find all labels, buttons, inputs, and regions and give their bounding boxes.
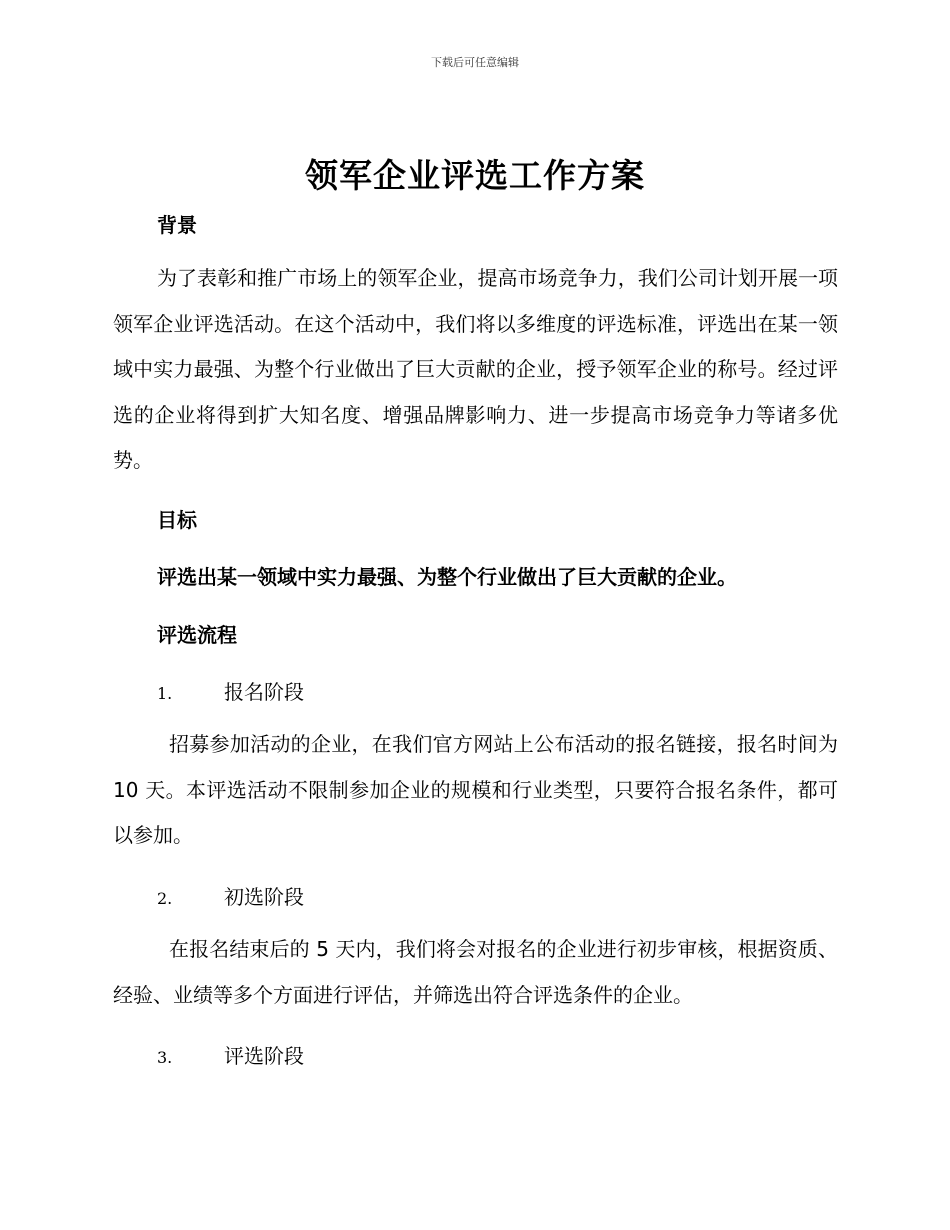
process-step-2 (157, 881, 304, 910)
section-heading-goal: 目标 (157, 508, 197, 532)
step-number: 3. (157, 1048, 173, 1067)
background-paragraph: 为了表彰和推广市场上的领军企业，提高市场竞争力，我们公司计划开展一项领军企业评选活动。在这个活动中，我们将以多维度的评选标准，评选出在某一领域中实力最强、为整个行业做出了巨大贡献的企业，授予领军企业的称号。经过评选的企业将得到扩大知名度、增强品牌影响力、进一步提高市场竞争力等诸多优势。 (113, 266, 838, 472)
step-title: 报名阶段 (224, 680, 304, 704)
process-step-1 (157, 676, 304, 705)
step-number: 1. (157, 684, 173, 703)
document-title: 领军企业评选工作方案 (305, 156, 645, 195)
process-step-3 (157, 1040, 304, 1069)
step-title: 评选阶段 (224, 1044, 304, 1068)
page-header-note: 下载后可任意编辑 (431, 56, 519, 69)
step-number: 2. (157, 889, 173, 908)
section-heading-background: 背景 (157, 213, 197, 237)
step-1-paragraph: 招募参加活动的企业，在我们官方网站上公布活动的报名链接，报名时间为 10 天。本评选活动不限制参加企业的规模和行业类型，只要符合报名条件，都可以参加。 (113, 732, 838, 847)
step-2-paragraph: 在报名结束后的 5 天内，我们将会对报名的企业进行初步审核，根据资质、经验、业绩等多个方面进行评估，并筛选出符合评选条件的企业。 (113, 937, 838, 1007)
goal-statement: 评选出某一领域中实力最强、为整个行业做出了巨大贡献的企业。 (157, 565, 737, 589)
step-title: 初选阶段 (224, 885, 304, 909)
section-heading-process: 评选流程 (157, 623, 237, 647)
